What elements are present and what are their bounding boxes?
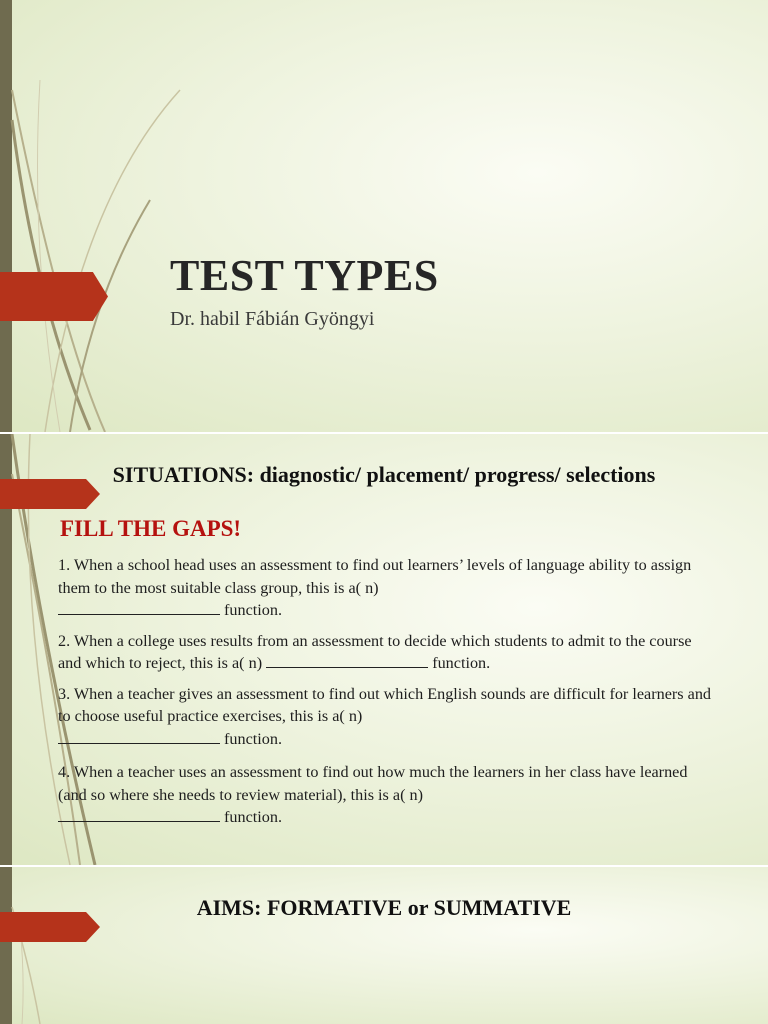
slide-title: TEST TYPES — [170, 251, 439, 300]
item-text: 2. When a college uses results from an assessment to decide which students to admit to the course and which to reject, this is a( n) — [58, 631, 692, 672]
title-slide — [0, 0, 768, 432]
list-item — [58, 554, 718, 622]
slide-subtitle: Dr. habil Fábián Gyöngyi — [170, 308, 375, 330]
answer-blank — [266, 654, 428, 668]
item-suffix: function. — [224, 601, 283, 619]
answer-blank — [58, 601, 220, 615]
item-text: 3. When a teacher gives an assessment to find out which English sounds are difficult for learners and to choose useful practice exercises, this is a( n) — [58, 684, 712, 725]
accent-arrow-shape — [0, 272, 108, 321]
aims-heading: AIMS: FORMATIVE or SUMMATIVE — [196, 895, 572, 920]
item-suffix: function. — [224, 729, 283, 748]
list-item — [58, 761, 718, 829]
answer-blank — [58, 808, 220, 822]
situations-slide — [0, 434, 768, 865]
item-text: 4. When a teacher uses an assessment to find out how much the learners in her class have learned (and so where she needs to review material), this is a( n) — [58, 763, 688, 804]
item-text: 1. When a school head uses an assessment to find out learners’ levels of language ability to assign them to the most suitable class group, this is a( n) — [58, 556, 692, 597]
situations-heading: SITUATIONS: diagnostic/ placement/ progress/ selections — [112, 462, 656, 487]
item-suffix: function. — [432, 654, 491, 672]
answer-blank — [58, 730, 220, 744]
aims-slide — [0, 867, 768, 1024]
item-suffix: function. — [224, 808, 283, 826]
decorative-curves — [0, 0, 200, 432]
list-item — [58, 630, 718, 675]
decorative-curves — [0, 867, 120, 1024]
gap-fill-list — [58, 554, 718, 837]
fill-the-gaps-heading: FILL THE GAPS! — [60, 516, 242, 541]
list-item — [58, 683, 718, 751]
